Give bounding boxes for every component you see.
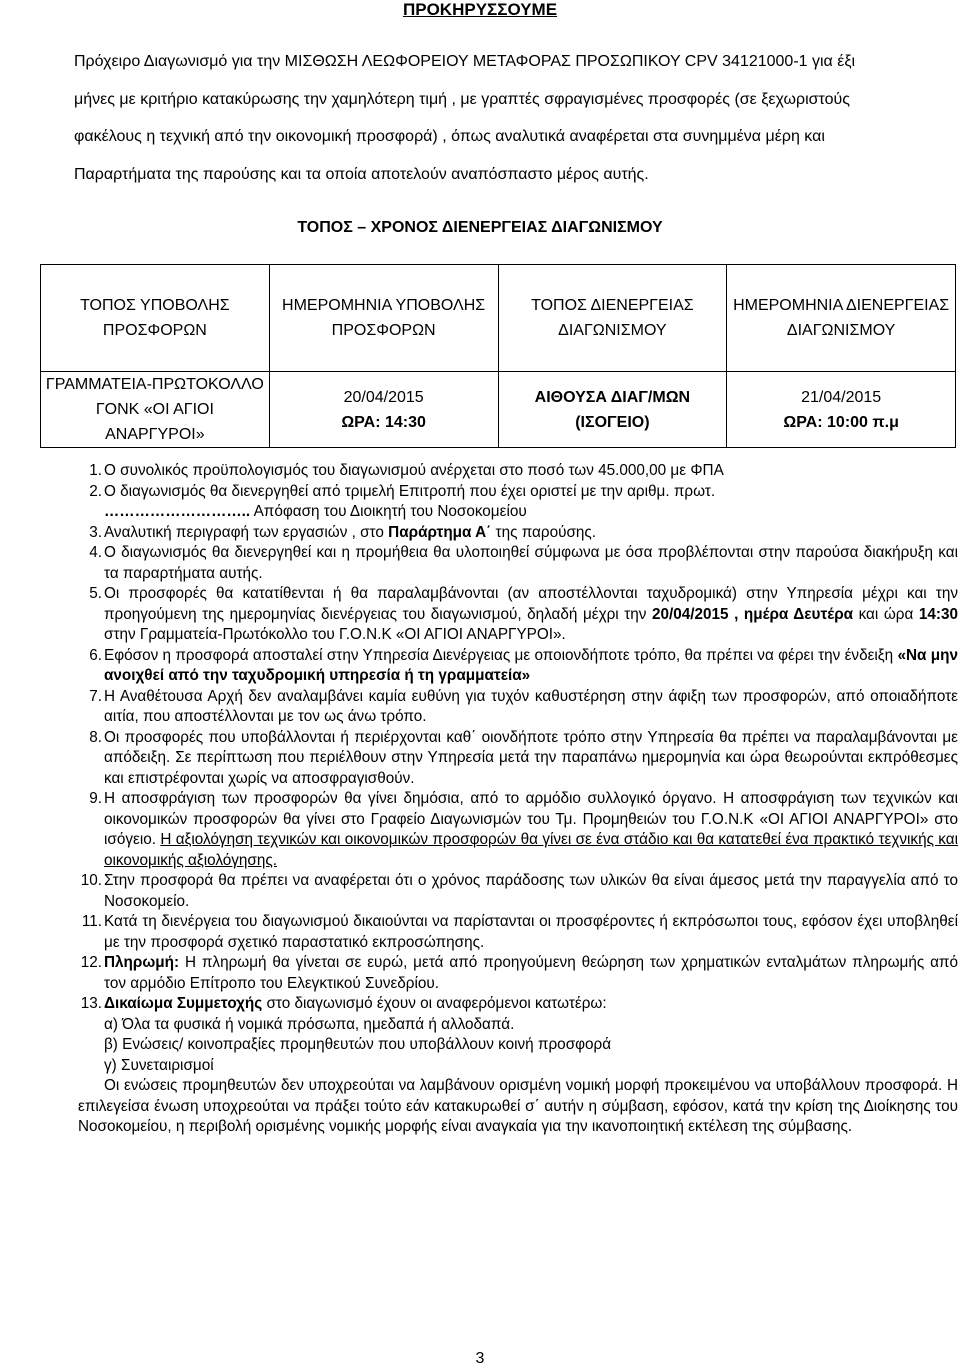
item-text: Κατά τη διενέργεια του διαγωνισμού δικαιούνται να παρίστανται οι προσφέροντες ή εκπρόσωποι τους, εφόσον έχει υποβληθεί με την προσφορά σχετικό παραστατικό εκπροσώπησης.	[104, 913, 958, 951]
table-cell	[269, 372, 498, 448]
item-text: Εφόσον η προσφορά αποσταλεί στην Υπηρεσία Διενέργειας με οποιονδήποτε τρόπο, θα πρέπει να φέρει την ένδειξη	[104, 646, 898, 664]
list-item	[56, 523, 958, 544]
list-item	[56, 728, 958, 790]
venue-line2: (ΙΣΟΓΕΙΟ)	[575, 413, 650, 431]
list-item	[56, 584, 958, 646]
list-item	[56, 646, 958, 687]
submission-time: ΩΡΑ: 14:30	[341, 413, 426, 431]
item-number: 2.	[89, 482, 102, 500]
item-number: 6.	[89, 646, 102, 664]
item-number: 10.	[80, 872, 102, 889]
list-item	[56, 482, 958, 523]
item-number: 3.	[89, 523, 102, 541]
list-item	[56, 994, 958, 1015]
table-cell	[727, 372, 956, 448]
eligibility-label: Δικαίωμα Συμμετοχής	[104, 995, 263, 1012]
item-text-cont: της παρούσης.	[491, 523, 597, 541]
page-number: 3	[475, 1350, 485, 1367]
venue-line1: ΑΙΘΟΥΣΑ ΔΙΑΓ/ΜΩΝ	[534, 388, 691, 406]
item-text-cont: στην Γραμματεία-Πρωτόκολλο του Γ.Ο.Ν.Κ «ΟΙ ΑΓΙΟΙ ΑΝΑΡΓΥΡΟΙ».	[104, 626, 566, 643]
schedule-table	[40, 264, 956, 448]
evaluation-note: Η αξιολόγηση τεχνικών και οικονομικών προσφορών θα γίνει σε ένα στάδιο και θα κατατεθεί ένα πρακτικό τεχνικής και οικονομικής αξιολόγησης.	[104, 831, 958, 869]
list-item	[56, 871, 958, 912]
item-number: 12.	[80, 954, 102, 971]
list-item	[56, 789, 958, 871]
tender-time: ΩΡΑ: 10:00 π.μ	[783, 413, 899, 431]
intro-paragraph: Πρόχειρο Διαγωνισμό για την ΜΙΣΘΩΣΗ ΛΕΩΦΟΡΕΙΟΥ ΜΕΤΑΦΟΡΑΣ ΠΡΟΣΩΠΙΚΟΥ CPV 34121000-1 για έξι μήνες με κριτήριο κατακύρωσης την χαμηλότερη τιμή , με γραπτές σφραγισμένες προσφορές (σε ξεχωριστούς φακέλους η τεχνική από την οικονομική προσφορά) , όπως αναλυτικά αναφέρεται στα συνημμένα μέρη και Παραρτήματα της παρούσης και τα οποία αποτελούν αναπόσπαστο μέρος αυτής.	[74, 53, 856, 183]
list-item	[56, 461, 958, 482]
item-text: Στην προσφορά θα πρέπει να αναφέρεται ότι ο χρόνος παράδοσης των υλικών θα είναι άμεσος μετά την παραγγελία από το Νοσοκομείο.	[104, 872, 958, 910]
header-cell: ΗΜΕΡΟΜΗΝΙΑ ΔΙΕΝΕΡΓΕΙΑΣ ΔΙΑΓΩΝΙΣΜΟΥ	[727, 265, 956, 372]
item-number: 5.	[89, 585, 102, 602]
item-number: 13.	[80, 995, 102, 1012]
payment-label: Πληρωμή:	[104, 954, 180, 971]
item-text: Η πληρωμή θα γίνεται σε ευρώ, μετά από προηγούμενη θεώρηση των χρηματικών ενταλμάτων πληρωμής από τον αρμόδιο Επίτροπο του Ελεγκτικού Συνεδρίου.	[104, 954, 958, 992]
eligibility-b: β) Ενώσεις/ κοινοπραξίες προμηθευτών που υποβάλλουν κοινή προσφορά	[104, 1036, 612, 1053]
blank-dots: ………………………..	[104, 503, 251, 520]
envelope-label: «Να μην ανοιχθεί από την ταχυδρομική υπηρεσία ή τη γραμματεία»	[104, 646, 958, 684]
item-text: Αναλυτική περιγραφή των εργασιών , στο	[104, 523, 389, 541]
table-cell	[41, 372, 270, 448]
item-number: 7.	[89, 687, 102, 705]
header-cell: ΤΟΠΟΣ ΔΙΕΝΕΡΓΕΙΑΣ ΔΙΑΓΩΝΙΣΜΟΥ	[498, 265, 727, 372]
header-cell: ΗΜΕΡΟΜΗΝΙΑ ΥΠΟΒΟΛΗΣ ΠΡΟΣΦΟΡΩΝ	[269, 265, 498, 372]
item-number: 11.	[81, 913, 102, 930]
list-item	[56, 543, 958, 584]
annex-ref: Παράρτημα Α΄	[388, 523, 492, 541]
tender-date: 21/04/2015	[801, 388, 882, 406]
table-row	[41, 372, 956, 448]
item-text: Ο διαγωνισμός θα διενεργηθεί από τριμελή Επιτροπή που έχει οριστεί με την αριθμ. πρωτ.	[104, 482, 716, 500]
page-title: ΠΡΟΚΗΡΥΣΣΟΥΜΕ	[402, 0, 558, 19]
list-item	[56, 912, 958, 953]
item-number: 8.	[89, 728, 102, 746]
item-text: Οι προσφορές που υποβάλλονται ή περιέρχονται καθ΄ οιονδήποτε τρόπο στην Υπηρεσία θα πρέπει να παραλαμβάνονται με απόδειξη. Σε περίπτωση που περιέλθουν στην Υπηρεσία μετά την παραπάνω ημερομηνία και ώρα θεωρούνται εκπρόθεσμες και επιστρέφονται χωρίς να αποσφραγισθούν.	[104, 728, 958, 787]
item-text-cont: Απόφαση του Διοικητή του Νοσοκομείου	[250, 503, 527, 520]
item-text: Η Αναθέτουσα Αρχή δεν αναλαμβάνει καμία ευθύνη για τυχόν καθυστέρηση στην άφιξη των προσφορών, από οποιαδήποτε αιτία, που αποστέλλονται με τον ως άνω τρόπο.	[104, 687, 958, 725]
header-cell: ΤΟΠΟΣ ΥΠΟΒΟΛΗΣ ΠΡΟΣΦΟΡΩΝ	[41, 265, 270, 372]
item-text: Η αποσφράγιση των προσφορών θα γίνει δημόσια, από το αρμόδιο συλλογικό όργανο. Η αποσφράγιση των τεχνικών και οικονομικών προσφορών θα γίνει στο Γραφείο Διαγωνισμών του Τμ. Προμηθειών του Γ.Ο.Ν.Κ «ΟΙ ΑΓΙΟΙ ΑΝΑΡΓΥΡΟΙ» στο ισόγειο.	[104, 790, 958, 848]
item-text: στο διαγωνισμό έχουν οι αναφερόμενοι κατωτέρω:	[262, 995, 607, 1012]
consortium-paragraph: Οι ενώσεις προμηθευτών δεν υποχρεούται να λαμβάνουν ορισμένη νομική μορφή προκειμένου να υποβάλλουν προσφορά. Η επιλεγείσα ένωση υποχρεούται να πράξει τούτο εάν κατακυρωθεί σ΄ αυτήν η σύμβαση, εφόσον, κατά την κρίση της Διοίκησης του Νοσοκομείου, η περιβολή ορισμένης νομικής μορφής είναι αναγκαία για την ικανοποιητική εκτέλεση της σύμβασης.	[78, 1077, 958, 1135]
list-item	[56, 953, 958, 994]
list-item	[56, 687, 958, 728]
table-header-row	[41, 265, 956, 372]
eligibility-a: α) Όλα τα φυσικά ή νομικά πρόσωπα, ημεδαπά ή αλλοδαπά.	[104, 1015, 515, 1033]
submission-place-line1: ΓΡΑΜΜΑΤΕΙΑ-ΠΡΩΤΟΚΟΛΛΟ	[45, 376, 264, 393]
section-title: ΤΟΠΟΣ – ΧΡΟΝΟΣ ΔΙΕΝΕΡΓΕΙΑΣ ΔΙΑΓΩΝΙΣΜΟΥ	[297, 219, 663, 236]
table-cell	[498, 372, 727, 448]
item-number: 9.	[89, 790, 102, 807]
terms-list	[56, 461, 958, 1138]
item-number: 4.	[89, 544, 102, 561]
item-text: Ο διαγωνισμός θα διενεργηθεί και η προμήθεια θα υλοποιηθεί σύμφωνα με όσα προβλέπονται στην παρούσα διακήρυξη και τα παραρτήματα αυτής.	[104, 544, 958, 582]
deadline-time: 14:30	[918, 605, 958, 623]
item-text: Οι προσφορές θα κατατίθενται ή θα παραλαμβάνονται (αν αποστέλλονται ταχυδρομικά) στην Υπηρεσία μέχρι και την προηγούμενη της ημερομηνίας διενέργειας του διαγωνισμού, δηλαδή μέχρι την	[104, 585, 958, 623]
submission-place-line2: ΓΟΝΚ «ΟΙ ΑΓΙΟΙ ΑΝΑΡΓΥΡΟΙ»	[95, 401, 214, 443]
eligibility-c: γ) Συνεταιρισμοί	[104, 1056, 214, 1074]
submission-date: 20/04/2015	[343, 388, 424, 406]
item-text-cont: και ώρα	[853, 605, 919, 623]
item-number: 1.	[89, 462, 102, 479]
deadline-date: 20/04/2015 , ημέρα Δευτέρα	[651, 605, 854, 623]
item-text: Ο συνολικός προϋπολογισμός του διαγωνισμού ανέρχεται στο ποσό των 45.000,00 με ΦΠΑ	[104, 462, 724, 479]
